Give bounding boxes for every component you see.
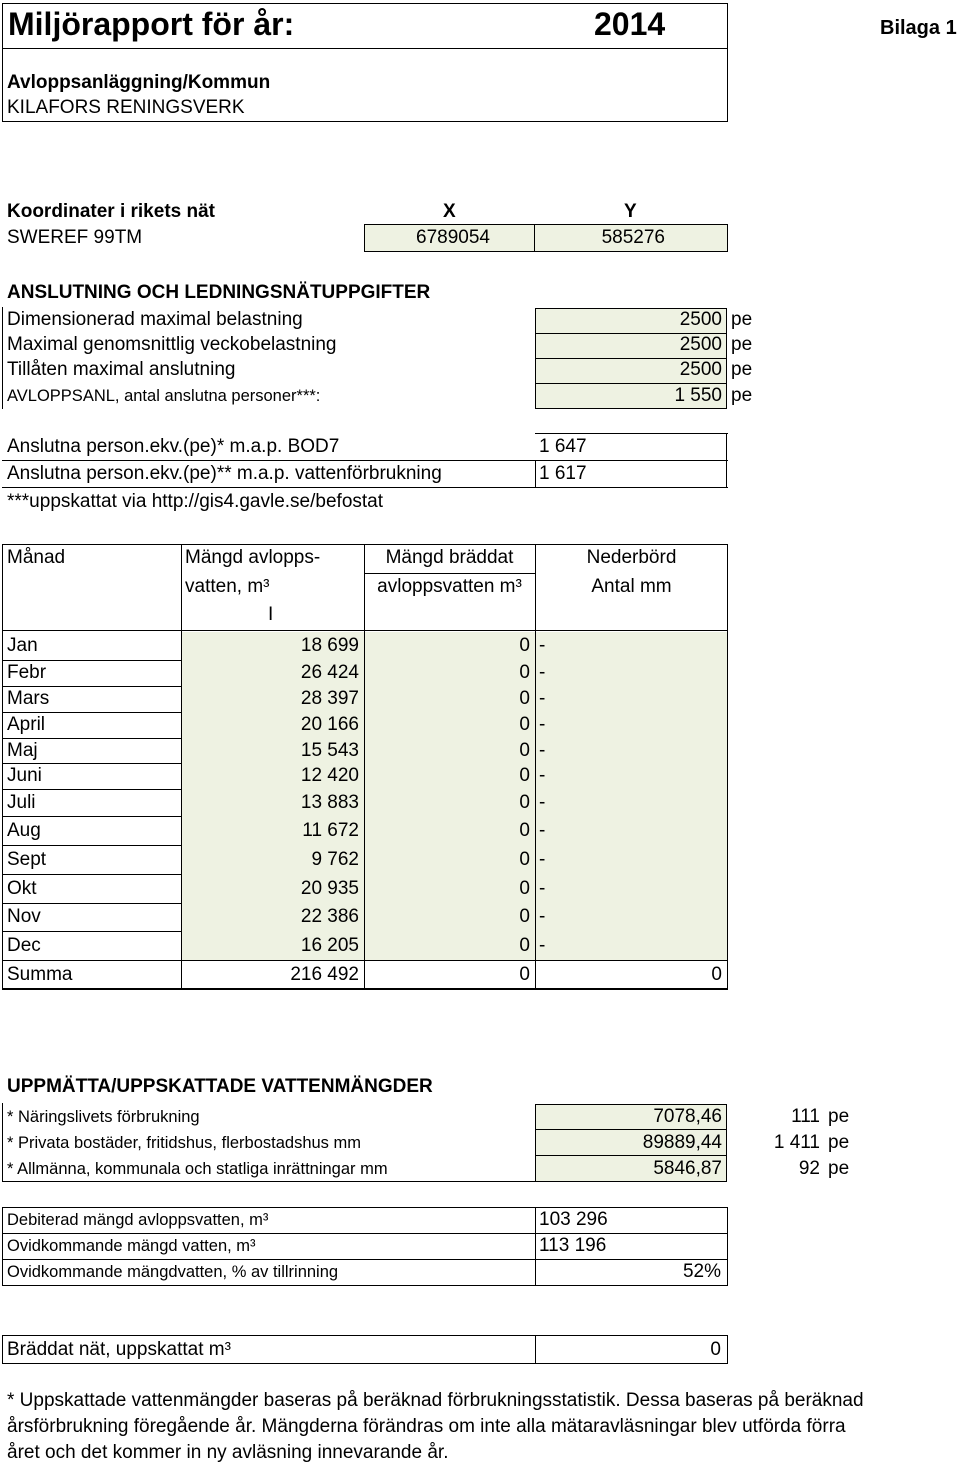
month-label: Dec bbox=[7, 935, 41, 956]
monthly-header-rule-inner bbox=[364, 573, 535, 574]
flow-value: 15 543 bbox=[300, 740, 359, 761]
precip-value: 0 bbox=[711, 964, 722, 985]
pe-label-1: Anslutna person.ekv.(pe)** m.a.p. vattenförbrukning bbox=[7, 463, 442, 484]
flow-value: 12 420 bbox=[300, 765, 359, 786]
footnote-line-1: * Uppskattade vattenmängder baseras på beräknad förbrukningsstatistik. Dessa baseras på beräknad bbox=[7, 1390, 864, 1411]
page-title: Miljörapport för år: bbox=[8, 6, 295, 42]
water-label-2: * Allmänna, kommunala och statliga inrättningar mm bbox=[7, 1160, 388, 1178]
bypass-value: 0 bbox=[519, 964, 530, 985]
conn-label-3: AVLOPPSANL, antal anslutna personer***: bbox=[7, 387, 321, 405]
conn-unit-3: pe bbox=[731, 385, 753, 406]
precip-value: - bbox=[539, 714, 546, 735]
water-value-2: 5846,87 bbox=[653, 1158, 722, 1179]
coords-y-value: 585276 bbox=[601, 227, 665, 248]
pe-bottom-rule bbox=[2, 487, 728, 488]
flow-value: 18 699 bbox=[300, 635, 359, 656]
billing-value-2: 52% bbox=[682, 1261, 721, 1282]
precip-value: - bbox=[539, 878, 546, 899]
coords-x-label: X bbox=[443, 201, 456, 222]
conn-label-1: Maximal genomsnittlig veckobelastning bbox=[7, 334, 337, 355]
conn-unit-1: pe bbox=[731, 334, 753, 355]
water-unit-1: pe bbox=[828, 1132, 850, 1153]
precip-cell bbox=[536, 686, 727, 712]
month-label: Aug bbox=[7, 820, 41, 841]
pe-label-0: Anslutna person.ekv.(pe)* m.a.p. BOD7 bbox=[7, 436, 340, 457]
total-label: Summa bbox=[7, 964, 73, 985]
month-label: Juli bbox=[7, 792, 36, 813]
header-flow-1: Mängd avlopps- bbox=[185, 547, 321, 568]
bypass-value: 0 bbox=[519, 635, 530, 656]
conn-label-2: Tillåten maximal anslutning bbox=[7, 359, 236, 380]
precip-value: - bbox=[539, 849, 546, 870]
flow-value: 11 672 bbox=[302, 820, 359, 841]
pe-value-1: 1 617 bbox=[539, 463, 587, 484]
water-left-rule bbox=[2, 1103, 3, 1181]
report-year: 2014 bbox=[594, 6, 666, 42]
conn-value-0: 2500 bbox=[679, 309, 722, 330]
precip-cell bbox=[536, 632, 727, 660]
total-row-rule bbox=[2, 989, 728, 990]
monthly-header-rule bbox=[2, 630, 728, 631]
coords-x-value: 6789054 bbox=[416, 227, 490, 248]
precip-value: - bbox=[539, 662, 546, 683]
flow-value: 20 935 bbox=[300, 878, 359, 899]
conn-label-0: Dimensionerad maximal belastning bbox=[7, 309, 303, 330]
precip-cell bbox=[536, 660, 727, 686]
flow-value: 16 205 bbox=[300, 935, 359, 956]
appendix-label: Bilaga 1 bbox=[880, 17, 957, 39]
bypass-value: 0 bbox=[519, 906, 530, 927]
conn-unit-0: pe bbox=[731, 309, 753, 330]
header-precip-2: Antal mm bbox=[591, 576, 672, 597]
water-pe-2: 92 bbox=[798, 1158, 820, 1179]
bypass-value: 0 bbox=[519, 688, 530, 709]
billing-rule-2 bbox=[2, 1259, 728, 1260]
month-label: Febr bbox=[7, 662, 47, 683]
flow-value: 26 424 bbox=[300, 662, 359, 683]
conn-value-3: 1 550 bbox=[674, 385, 722, 406]
bypass-value: 0 bbox=[519, 878, 530, 899]
plant-name: KILAFORS RENINGSVERK bbox=[7, 97, 245, 118]
month-label: Okt bbox=[7, 878, 37, 899]
precip-cell bbox=[536, 763, 727, 789]
bypass-value: 0 bbox=[519, 792, 530, 813]
pe-value-0: 1 647 bbox=[539, 436, 587, 457]
billing-value-0: 103 296 bbox=[539, 1209, 608, 1230]
conn-unit-2: pe bbox=[731, 359, 753, 380]
header-bypass-1: Mängd bräddat bbox=[385, 547, 514, 568]
precip-cell bbox=[536, 931, 727, 960]
plant-label: Avloppsanläggning/Kommun bbox=[7, 72, 271, 93]
month-label: Sept bbox=[7, 849, 47, 870]
precip-cell bbox=[536, 789, 727, 816]
connection-heading: ANSLUTNING OCH LEDNINGSNÄTUPPGIFTER bbox=[7, 282, 431, 303]
billing-label-0: Debiterad mängd avloppsvatten, m³ bbox=[7, 1211, 269, 1229]
water-bottom-rule bbox=[2, 1181, 535, 1182]
month-label: Maj bbox=[7, 740, 38, 761]
flow-value: 22 386 bbox=[300, 906, 359, 927]
precip-cell bbox=[536, 712, 727, 738]
month-label: Juni bbox=[7, 765, 42, 786]
water-pe-0: 111 bbox=[791, 1106, 820, 1127]
flow-value: 9 762 bbox=[311, 849, 359, 870]
water-label-0: * Näringslivets förbrukning bbox=[7, 1108, 200, 1126]
pe-mid-rule bbox=[2, 460, 728, 461]
coords-y-label: Y bbox=[624, 201, 637, 222]
water-label-1: * Privata bostäder, fritidshus, flerbostadshus mm bbox=[7, 1134, 361, 1152]
coords-label: Koordinater i rikets nät bbox=[7, 201, 215, 222]
gis-note: ***uppskattat via http://gis4.gavle.se/befostat bbox=[7, 491, 384, 512]
precip-cell bbox=[536, 903, 727, 931]
precip-value: - bbox=[539, 935, 546, 956]
header-flow-3: I bbox=[268, 604, 274, 625]
water-unit-0: pe bbox=[828, 1106, 850, 1127]
header-precip-1: Nederbörd bbox=[586, 547, 677, 568]
pe-top-rule bbox=[535, 433, 728, 434]
header-month: Månad bbox=[7, 547, 66, 568]
overflow-value: 0 bbox=[710, 1339, 721, 1360]
conn-value-1: 2500 bbox=[679, 334, 722, 355]
precip-value: - bbox=[539, 792, 546, 813]
precip-value: - bbox=[539, 688, 546, 709]
title-divider bbox=[2, 48, 728, 49]
overflow-label: Bräddat nät, uppskattat m³ bbox=[7, 1339, 231, 1360]
footnote-line-3: året och det kommer in ny avläsning innevarande år. bbox=[7, 1442, 449, 1463]
bypass-value: 0 bbox=[519, 849, 530, 870]
billing-label-2: Ovidkommande mängdvatten, % av tillrinning bbox=[7, 1263, 339, 1281]
precip-value: - bbox=[539, 820, 546, 841]
precip-value: - bbox=[539, 765, 546, 786]
water-heading: UPPMÄTTA/UPPSKATTADE VATTENMÄNGDER bbox=[7, 1076, 433, 1097]
month-label: Jan bbox=[7, 635, 38, 656]
conn-value-2: 2500 bbox=[679, 359, 722, 380]
coords-system: SWEREF 99TM bbox=[7, 227, 143, 248]
month-label: Mars bbox=[7, 688, 50, 709]
precip-value: - bbox=[539, 906, 546, 927]
precip-value: - bbox=[539, 740, 546, 761]
precip-cell bbox=[536, 738, 727, 763]
precip-cell bbox=[536, 816, 727, 845]
water-unit-2: pe bbox=[828, 1158, 850, 1179]
bypass-value: 0 bbox=[519, 662, 530, 683]
pe-left-rule bbox=[535, 460, 536, 487]
month-label: April bbox=[7, 714, 46, 735]
header-bypass-2: avloppsvatten m³ bbox=[377, 576, 522, 597]
bypass-value: 0 bbox=[519, 714, 530, 735]
billing-value-1: 113 196 bbox=[539, 1235, 607, 1256]
header-flow-2: vatten, m³ bbox=[185, 576, 270, 597]
month-label: Nov bbox=[7, 906, 41, 927]
flow-value: 216 492 bbox=[290, 964, 359, 985]
flow-value: 20 166 bbox=[300, 714, 359, 735]
bypass-value: 0 bbox=[519, 820, 530, 841]
connection-left-rule bbox=[2, 307, 3, 409]
precip-cell bbox=[536, 845, 727, 874]
flow-value: 13 883 bbox=[300, 792, 359, 813]
water-pe-1: 1 411 bbox=[773, 1132, 820, 1153]
precip-cell bbox=[536, 874, 727, 903]
billing-label-1: Ovidkommande mängd vatten, m³ bbox=[7, 1237, 256, 1255]
precip-value: - bbox=[539, 635, 546, 656]
bypass-value: 0 bbox=[519, 935, 530, 956]
footnote-line-2: årsförbrukning föregående år. Mängderna förändras om inte alla mätaravläsningar blev utförda förra bbox=[7, 1416, 846, 1437]
table-row-rule bbox=[2, 960, 728, 961]
water-value-0: 7078,46 bbox=[653, 1106, 722, 1127]
billing-rule-1 bbox=[2, 1233, 728, 1234]
bypass-value: 0 bbox=[519, 740, 530, 761]
bypass-value: 0 bbox=[519, 765, 530, 786]
flow-value: 28 397 bbox=[300, 688, 359, 709]
water-value-1: 89889,44 bbox=[642, 1132, 722, 1153]
